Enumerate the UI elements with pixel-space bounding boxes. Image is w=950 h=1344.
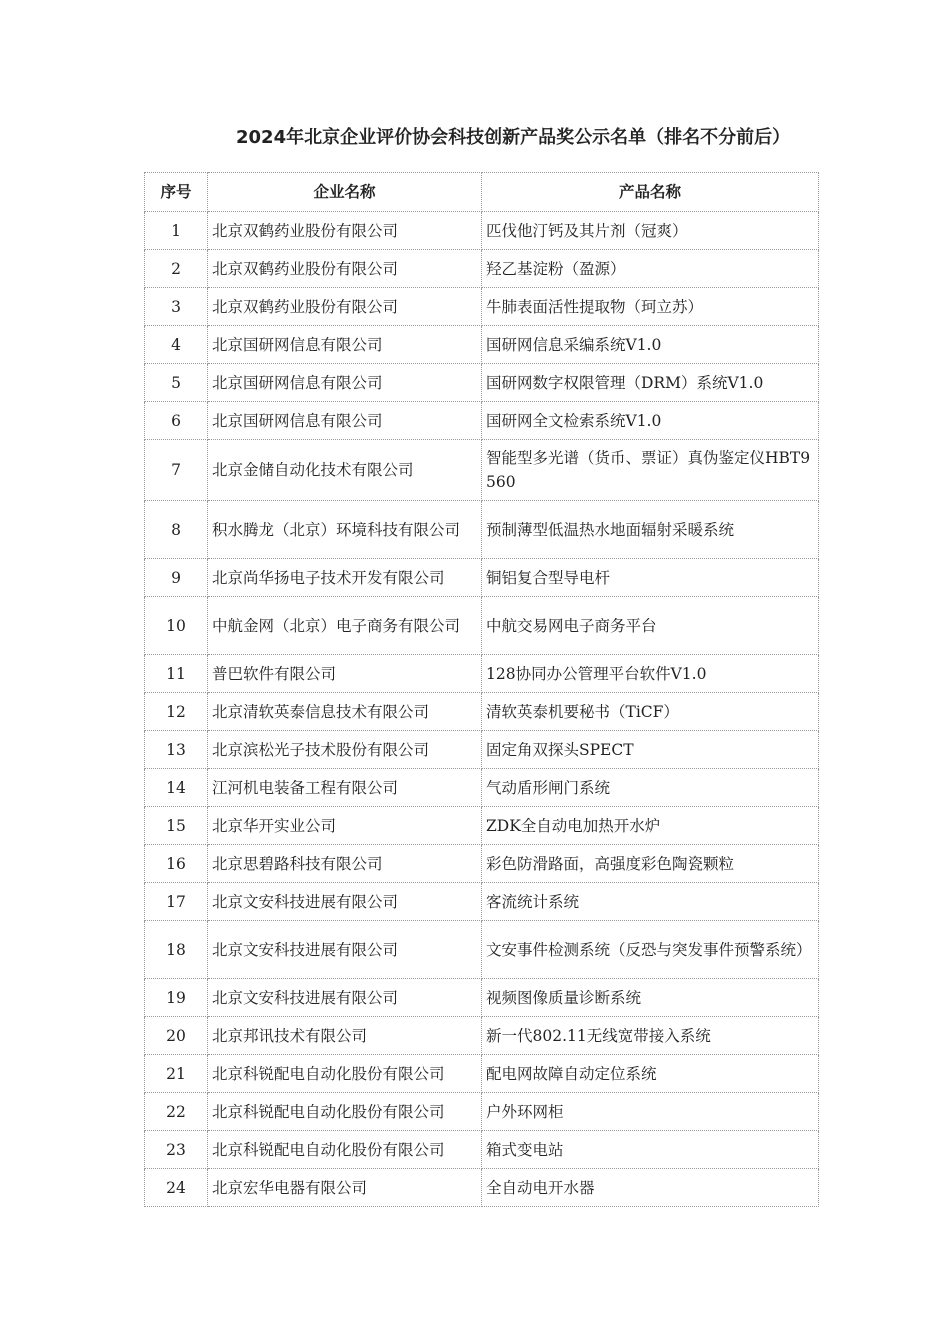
header-product: 产品名称 <box>482 173 819 212</box>
table-row <box>145 1017 819 1055</box>
row-index: 20 <box>145 1017 208 1055</box>
row-company: 北京文安科技进展有限公司 <box>208 883 482 921</box>
row-product: 全自动电开水器 <box>482 1169 819 1207</box>
table-row <box>145 731 819 769</box>
row-product: 新一代802.11无线宽带接入系统 <box>482 1017 819 1055</box>
row-product: 128协同办公管理平台软件V1.0 <box>482 655 819 693</box>
row-company: 北京双鹤药业股份有限公司 <box>208 250 482 288</box>
table-row <box>145 402 819 440</box>
row-product: 中航交易网电子商务平台 <box>482 597 819 655</box>
row-product: 气动盾形闸门系统 <box>482 769 819 807</box>
row-product: 预制薄型低温热水地面辐射采暖系统 <box>482 501 819 559</box>
row-company: 江河机电装备工程有限公司 <box>208 769 482 807</box>
row-company: 北京邦讯技术有限公司 <box>208 1017 482 1055</box>
row-index: 23 <box>145 1131 208 1169</box>
row-index: 15 <box>145 807 208 845</box>
row-product: 铜铝复合型导电杆 <box>482 559 819 597</box>
row-index: 10 <box>145 597 208 655</box>
row-company: 北京尚华扬电子技术开发有限公司 <box>208 559 482 597</box>
table-row <box>145 440 819 501</box>
header-row <box>145 173 819 212</box>
row-product: 国研网数字权限管理（DRM）系统V1.0 <box>482 364 819 402</box>
row-company: 北京国研网信息有限公司 <box>208 402 482 440</box>
table-row <box>145 883 819 921</box>
row-index: 6 <box>145 402 208 440</box>
row-index: 13 <box>145 731 208 769</box>
row-product: 户外环网柜 <box>482 1093 819 1131</box>
row-company: 中航金网（北京）电子商务有限公司 <box>208 597 482 655</box>
table-row <box>145 921 819 979</box>
row-product: 配电网故障自动定位系统 <box>482 1055 819 1093</box>
row-product: 智能型多光谱（货币、票证）真伪鉴定仪HBT9560 <box>482 440 819 501</box>
row-company: 北京科锐配电自动化股份有限公司 <box>208 1131 482 1169</box>
row-index: 19 <box>145 979 208 1017</box>
row-index: 3 <box>145 288 208 326</box>
table-row <box>145 326 819 364</box>
row-product: 客流统计系统 <box>482 883 819 921</box>
row-company: 北京宏华电器有限公司 <box>208 1169 482 1207</box>
row-company: 北京科锐配电自动化股份有限公司 <box>208 1055 482 1093</box>
table-row <box>145 807 819 845</box>
row-product: 匹伐他汀钙及其片剂（冠爽） <box>482 212 819 250</box>
row-product: 国研网信息采编系统V1.0 <box>482 326 819 364</box>
row-index: 2 <box>145 250 208 288</box>
row-index: 9 <box>145 559 208 597</box>
row-company: 北京双鹤药业股份有限公司 <box>208 212 482 250</box>
header-index: 序号 <box>145 173 208 212</box>
row-index: 11 <box>145 655 208 693</box>
table-row <box>145 364 819 402</box>
table-row <box>145 288 819 326</box>
row-company: 北京思碧路科技有限公司 <box>208 845 482 883</box>
row-company: 北京文安科技进展有限公司 <box>208 979 482 1017</box>
table-row <box>145 597 819 655</box>
table-row <box>145 1169 819 1207</box>
row-product: 固定角双探头SPECT <box>482 731 819 769</box>
row-product: 牛肺表面活性提取物（珂立苏） <box>482 288 819 326</box>
row-index: 18 <box>145 921 208 979</box>
row-index: 4 <box>145 326 208 364</box>
table-row <box>145 655 819 693</box>
row-company: 北京国研网信息有限公司 <box>208 326 482 364</box>
row-company: 北京双鹤药业股份有限公司 <box>208 288 482 326</box>
table-row <box>145 845 819 883</box>
table-row <box>145 769 819 807</box>
row-company: 北京科锐配电自动化股份有限公司 <box>208 1093 482 1131</box>
table-row <box>145 250 819 288</box>
row-product: 羟乙基淀粉（盈源） <box>482 250 819 288</box>
row-index: 17 <box>145 883 208 921</box>
row-company: 北京滨松光子技术股份有限公司 <box>208 731 482 769</box>
row-product: 文安事件检测系统（反恐与突发事件预警系统） <box>482 921 819 979</box>
row-company: 积水腾龙（北京）环境科技有限公司 <box>208 501 482 559</box>
table-row <box>145 212 819 250</box>
table-row <box>145 979 819 1017</box>
row-index: 24 <box>145 1169 208 1207</box>
table-row <box>145 501 819 559</box>
row-company: 北京金储自动化技术有限公司 <box>208 440 482 501</box>
row-index: 21 <box>145 1055 208 1093</box>
table-row <box>145 1131 819 1169</box>
row-product: 清软英泰机要秘书（TiCF） <box>482 693 819 731</box>
table-row <box>145 1093 819 1131</box>
row-index: 7 <box>145 440 208 501</box>
award-list-table <box>144 172 819 1207</box>
row-company: 北京文安科技进展有限公司 <box>208 921 482 979</box>
table-header <box>145 173 819 212</box>
row-index: 8 <box>145 501 208 559</box>
row-index: 12 <box>145 693 208 731</box>
row-product: 国研网全文检索系统V1.0 <box>482 402 819 440</box>
row-product: 视频图像质量诊断系统 <box>482 979 819 1017</box>
row-index: 14 <box>145 769 208 807</box>
row-company: 北京清软英泰信息技术有限公司 <box>208 693 482 731</box>
row-company: 普巴软件有限公司 <box>208 655 482 693</box>
row-product: 彩色防滑路面，高强度彩色陶瓷颗粒 <box>482 845 819 883</box>
row-company: 北京国研网信息有限公司 <box>208 364 482 402</box>
row-product: 箱式变电站 <box>482 1131 819 1169</box>
row-product: ZDK全自动电加热开水炉 <box>482 807 819 845</box>
header-company: 企业名称 <box>208 173 482 212</box>
table-row <box>145 559 819 597</box>
row-index: 16 <box>145 845 208 883</box>
row-index: 5 <box>145 364 208 402</box>
row-index: 1 <box>145 212 208 250</box>
row-company: 北京华开实业公司 <box>208 807 482 845</box>
row-index: 22 <box>145 1093 208 1131</box>
table-row <box>145 1055 819 1093</box>
table-body <box>145 212 819 1207</box>
table-row <box>145 693 819 731</box>
page-title: 2024年北京企业评价协会科技创新产品奖公示名单（排名不分前后） <box>236 127 791 148</box>
